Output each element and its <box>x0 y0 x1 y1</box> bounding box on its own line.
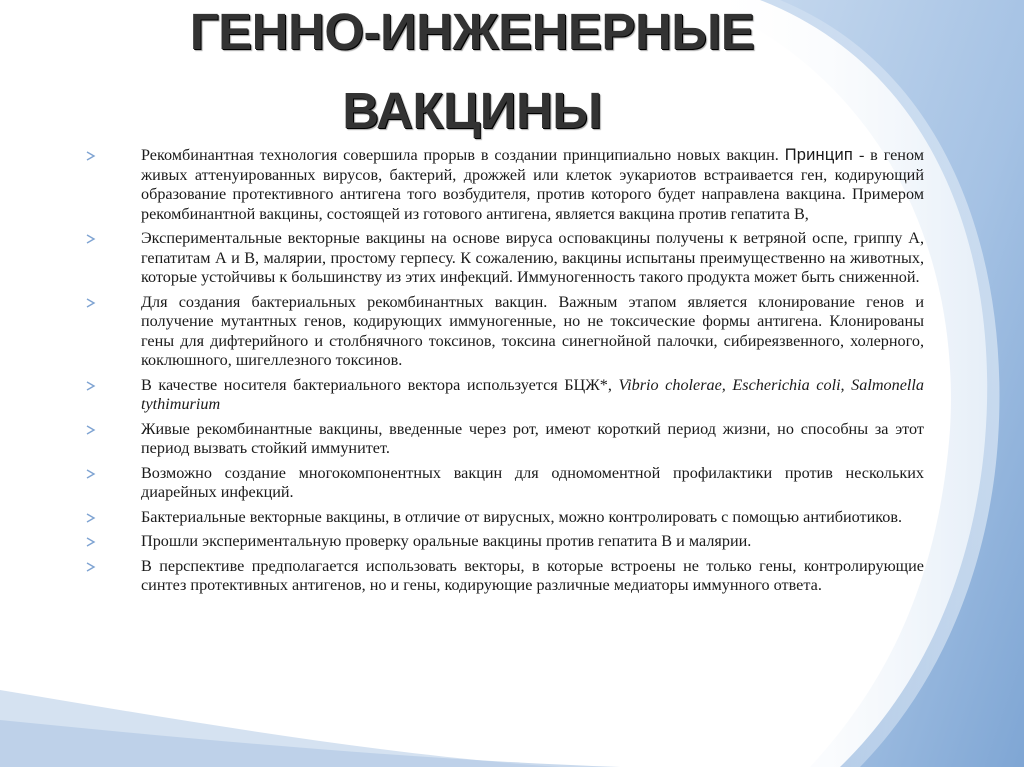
arrow-bullet-icon <box>86 513 96 523</box>
arrow-bullet-icon <box>86 298 96 308</box>
bullet-text: Экспериментальные векторные вакцины на основе вируса осповакцины получены к ветряной оспе, гриппу А, гепатитам А и В, малярии, простому герпесу. К сожалению, вакцины испытаны преимущественно на животных, которые устойчивы к большинству из этих инфекций. Иммуногенность такого продукта может быть сниженной. <box>141 229 924 286</box>
page-title <box>140 0 804 140</box>
arrow-bullet-icon <box>86 234 96 244</box>
bullet-item <box>86 146 924 224</box>
bullet-text-part: - в геном живых аттенуированных вирусов, бактерий, дрожжей или клеток эукариотов встраивается ген, кодирующий образование протективного антигена того возбудителя, против которого будет направлена вакцина. Примером рекомбинантной вакцины, состоящей из готового антигена, является вакцина против гепатита В, <box>141 146 924 223</box>
arrow-bullet-icon <box>86 469 96 479</box>
bullet-item <box>86 508 924 528</box>
bullet-text: Для создания бактериальных рекомбинантных вакцин. Важным этапом является клонирование генов и получение мутантных генов, кодирующих иммуногенные, но не токсические формы антигена. Клонированы гены для дифтерийного и столбнячного токсинов, токсина синегнойной палочки, сибиреязвенного, холерного, коклюшного, шигеллезного токсинов. <box>141 292 924 369</box>
bullet-text: Живые рекомбинантные вакцины, введенные через рот, имеют короткий период жизни, но способны за этот период вызвать стойкий иммунитет. <box>141 419 924 457</box>
bullet-item <box>86 557 924 596</box>
arrow-bullet-icon <box>86 151 96 161</box>
bullet-item <box>86 532 924 552</box>
bullet-text: В перспективе предполагается использовать векторы, в которые встроены не только гены, контролирующие синтез протективных антигенов, но и гены, кодирующие различные медиаторы иммунного ответа. <box>141 556 924 594</box>
bullet-italic-species: Vibrio cholerae, Escherichia coli, Salmonella tythimurium <box>141 375 925 413</box>
title-line-1: ГЕННО-ИНЖЕНЕРНЫЕ <box>189 3 755 60</box>
bullet-text: Бактериальные векторные вакцины, в отличие от вирусных, можно контролировать с помощью антибиотиков. <box>141 507 903 526</box>
arrow-bullet-icon <box>86 537 96 547</box>
bullet-text: Возможно создание многокомпонентных вакцин для одномоментной профилактики против нескольких диарейных инфекций. <box>141 463 924 501</box>
bullet-text-part: Рекомбинантная технология совершила прорыв в создании принципиально новых вакцин. <box>141 146 779 164</box>
bullet-item <box>86 420 924 459</box>
bullet-text <box>141 376 924 415</box>
bullet-text: Прошли экспериментальную проверку оральные вакцины против гепатита В и малярии. <box>141 532 752 550</box>
bullet-text <box>141 146 924 224</box>
arrow-bullet-icon <box>86 562 96 572</box>
bullet-item <box>86 293 924 371</box>
arrow-bullet-icon <box>86 425 96 435</box>
bullet-item <box>86 464 924 503</box>
bullet-list <box>86 146 924 601</box>
arrow-bullet-icon <box>86 381 96 391</box>
bullet-strong-term: Принцип <box>784 146 854 164</box>
bullet-text-part: В качестве носителя бактериального вектора используется БЦЖ*, <box>141 375 612 394</box>
title-line-2: ВАКЦИНЫ <box>342 82 602 139</box>
bullet-item <box>86 376 924 415</box>
bullet-item <box>86 229 924 288</box>
